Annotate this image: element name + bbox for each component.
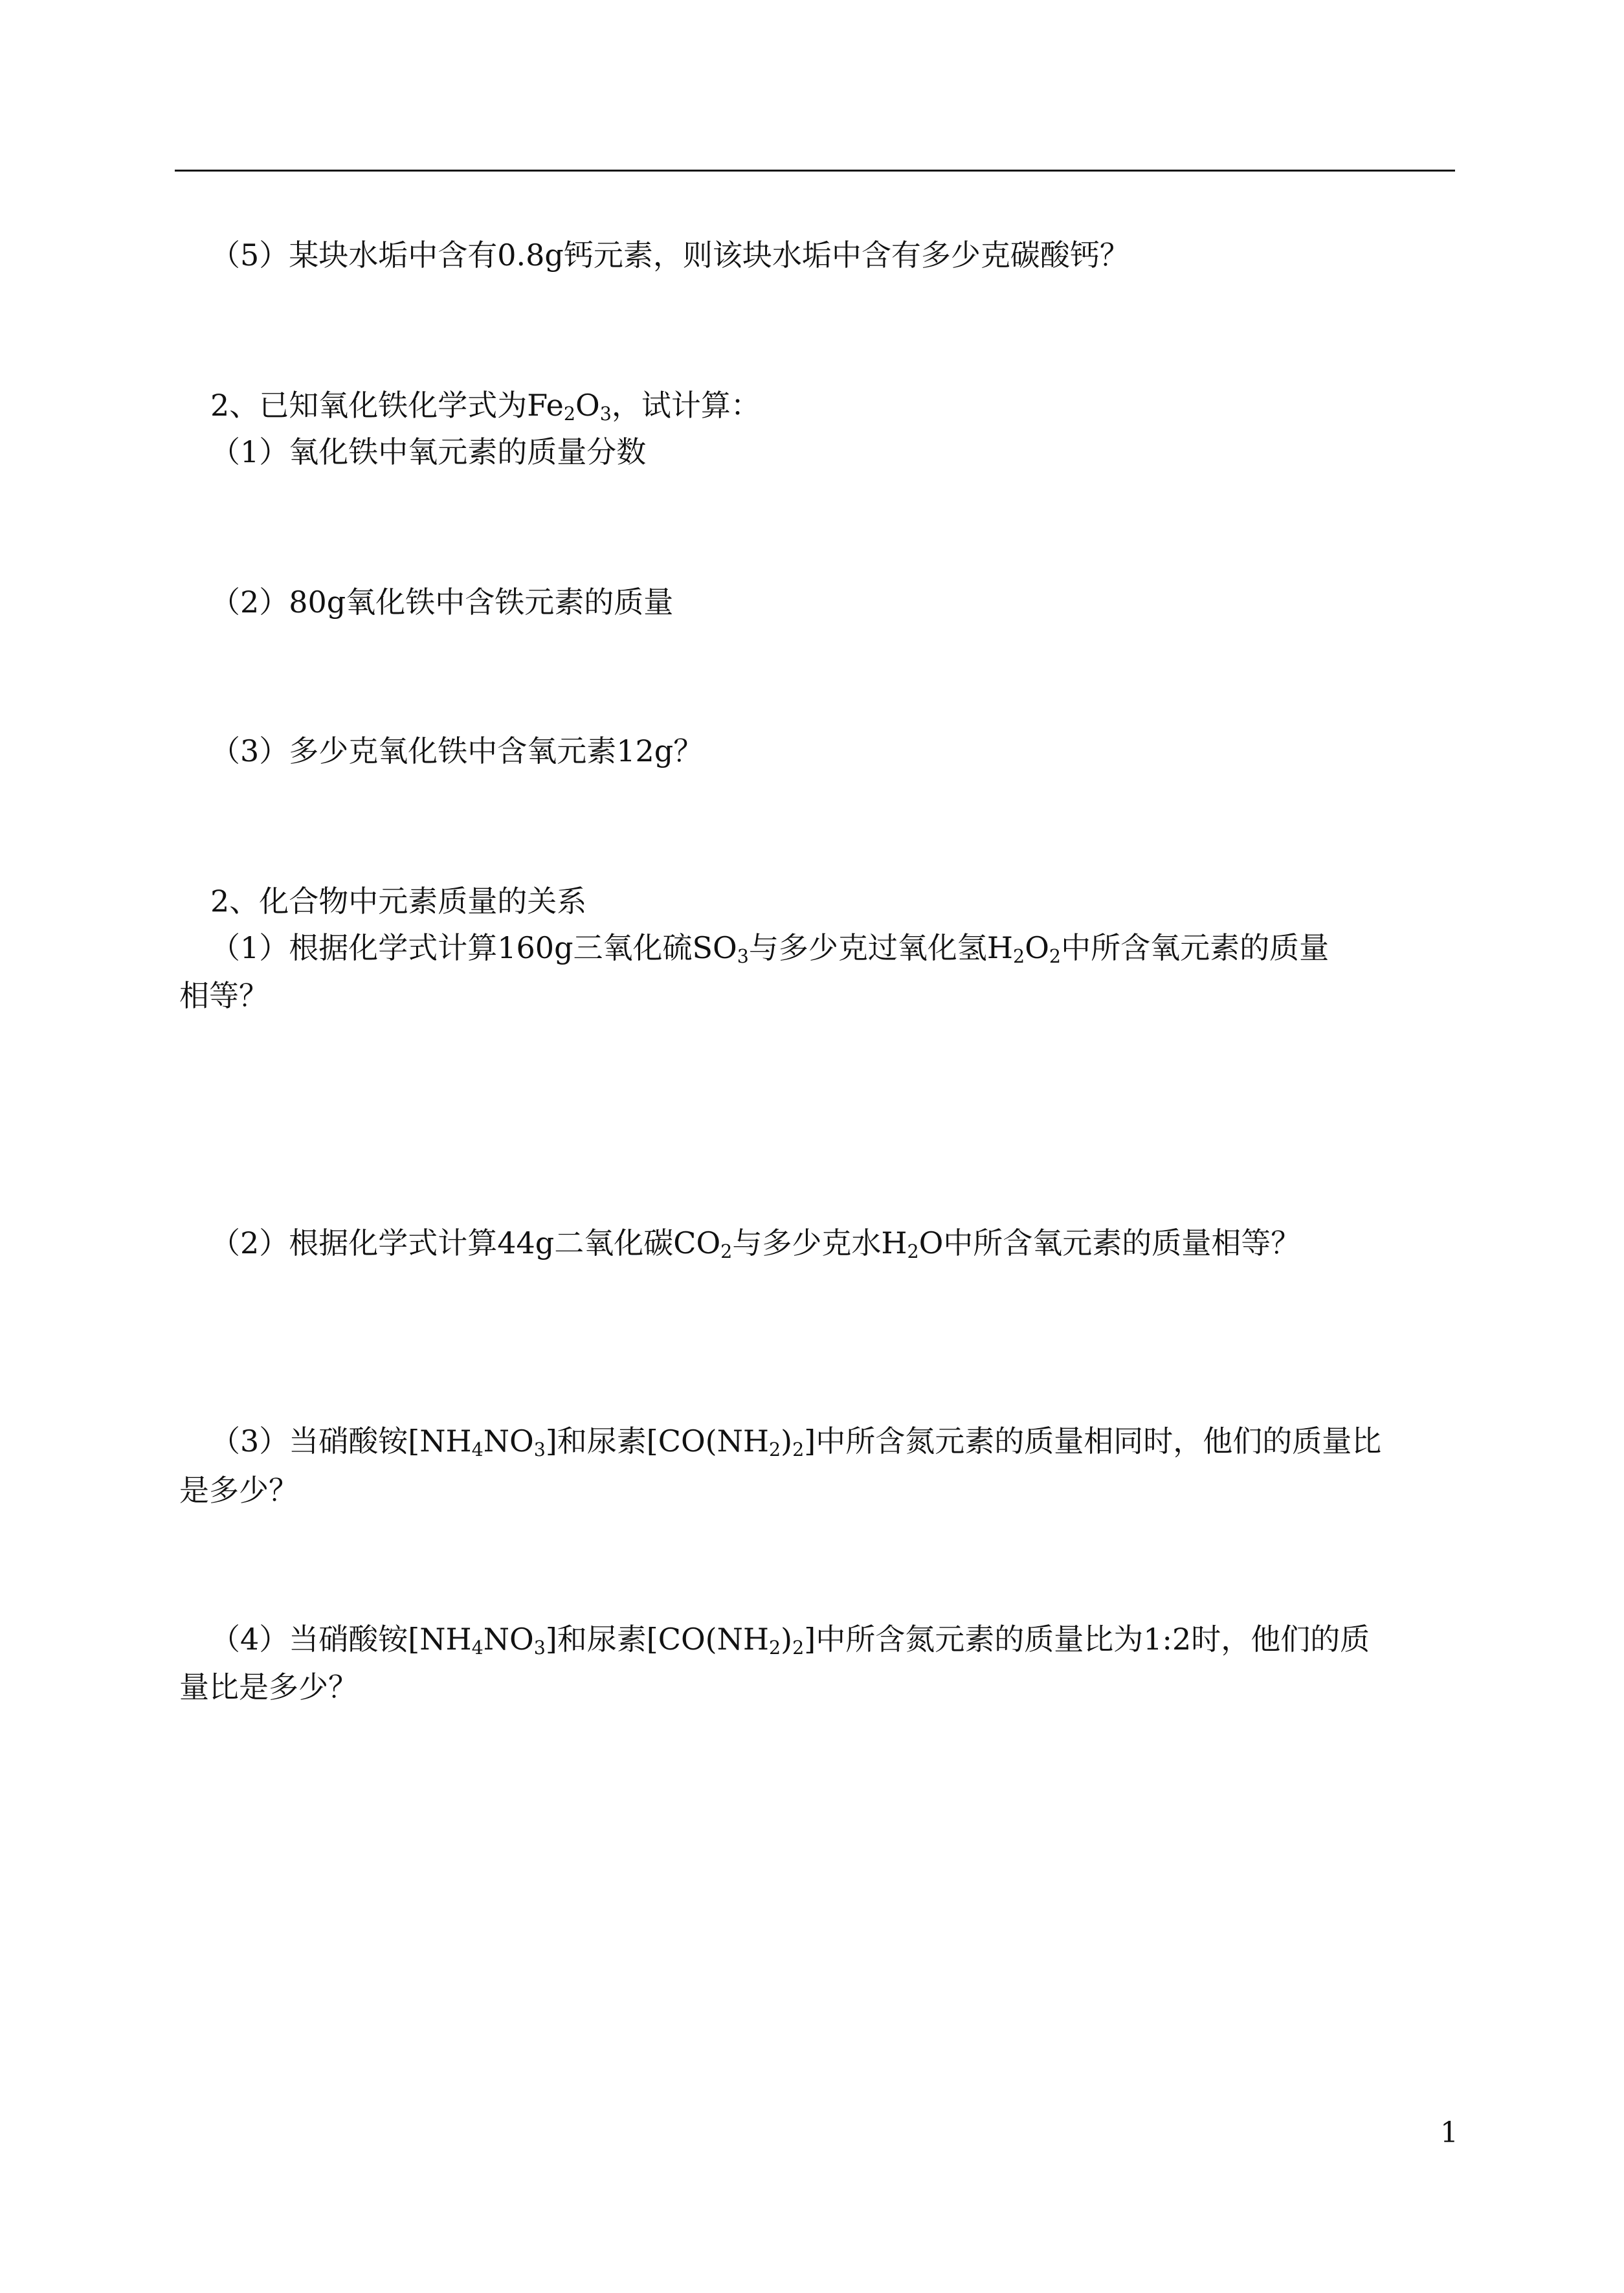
question-3-4: （4）当硝酸铵$[NH_4NO_3]$和尿素$[CO(NH_2)_2]$中所含氮元素的质量比为1:2时，他们的质	[210, 1622, 1370, 1659]
question-2-3: （3）多少克氧化铁中含氧元素12g？	[210, 733, 704, 768]
question-3-2: （2）根据化学式计算44g二氧化碳$CO_2$与多少克水$H_2O$中所含氧元素的质量相等？	[210, 1225, 1301, 1263]
question-3-1: （1）根据化学式计算160g三氧化硫$SO_3$与多少克过氧化氢$H_2O_2$中所含氧元素的质量	[210, 930, 1329, 968]
question-3-3-cont: 是多少？	[179, 1473, 298, 1508]
section-heading-element-mass: 2、化合物中元素质量的关系	[210, 884, 587, 919]
section-heading-iron-oxide: 2、已知氧化铁化学式为$Fe_2O_3$，试计算：	[210, 388, 761, 425]
question-2-1: （1）氧化铁中氧元素的质量分数	[210, 434, 647, 469]
question-3-4-cont: 量比是多少？	[179, 1670, 358, 1705]
question-3-1-cont: 相等？	[179, 978, 269, 1013]
question-2-2: （2）80g氧化铁中含铁元素的质量	[210, 585, 674, 620]
question-1-5: （5）某块水垢中含有0.8g钙元素，则该块水垢中含有多少克碳酸钙？	[210, 238, 1129, 273]
page-number: 1	[1440, 2116, 1458, 2149]
question-3-3: （3）当硝酸铵$[NH_4NO_3]$和尿素$[CO(NH_2)_2]$中所含氮元素的质量相同时，他们的质量比	[210, 1424, 1382, 1461]
header-rule	[175, 170, 1455, 172]
